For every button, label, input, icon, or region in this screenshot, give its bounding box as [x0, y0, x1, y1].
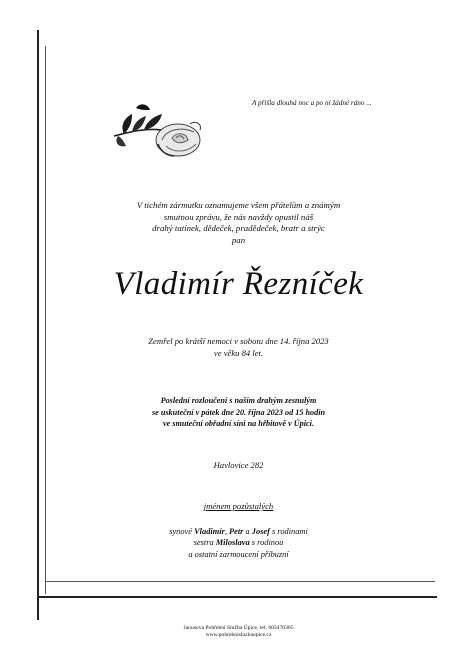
border-line-bottom-outer [37, 596, 437, 598]
mourners-list [46, 526, 431, 560]
mourners-line-sister [46, 537, 431, 548]
mourner-name: Vladimír [194, 527, 225, 536]
mourners-text: synové [169, 527, 195, 536]
footer-website: www.pohrebnisluzbaupice.cz [205, 632, 272, 639]
death-info [46, 336, 431, 359]
intro-line: drahý tatínek, dědeček, pradědeček, bratr a strýc [152, 223, 325, 234]
mourners-text: , [224, 527, 229, 536]
mourners-line-sons [46, 526, 431, 537]
rose-icon [110, 100, 206, 164]
intro-text [46, 200, 431, 246]
mourners-text: s rodinou [249, 538, 284, 548]
on-behalf-heading: jménem pozůstalých [203, 501, 274, 511]
funeral-info [46, 395, 431, 430]
death-line: ve věku 84 let. [213, 347, 264, 358]
death-line: Zemřel po krátší nemoci v sobotu dne 14. října 2023 [148, 336, 329, 346]
funeral-line: se uskuteční v pátek dne 20. října 2023 od 15 hodin [151, 407, 326, 417]
footer-company: Janusova Pohřební Služba Úpice, tel: 603470305 [183, 625, 294, 631]
border-line-bottom-inner [45, 581, 435, 582]
mourner-name: Petr [229, 527, 244, 536]
funeral-line: Poslední rozloučení s naším drahým zesnulým [160, 396, 317, 405]
intro-line: pan [231, 234, 246, 245]
intro-line: smutnou zprávu, že nás navždy opustil náš [163, 211, 314, 222]
border-line-left-outer [37, 30, 39, 620]
footer [46, 625, 431, 640]
funeral-line: ve smuteční obřadní síni na hřbitově v Úpici. [162, 419, 315, 429]
mourners-text: a [243, 527, 252, 536]
mourners-line-relatives: a ostatní zarmoucení příbuzní [188, 549, 289, 559]
mourner-name: Miloslava [215, 538, 250, 548]
mourner-name: Josef [251, 527, 270, 536]
mourners-text: s rodinami [269, 527, 308, 536]
mourners-text: sestra [193, 538, 216, 548]
motto-text: A přišla dlouhá noc a po ní žádné ráno ... [252, 99, 372, 107]
intro-line: V tichém zármutku oznamujeme všem přátelům a známým [136, 200, 341, 210]
border-line-left-inner [45, 46, 46, 594]
deceased-name: Vladimír Řezníček [113, 266, 364, 302]
address: Havlovice 282 [213, 460, 264, 470]
